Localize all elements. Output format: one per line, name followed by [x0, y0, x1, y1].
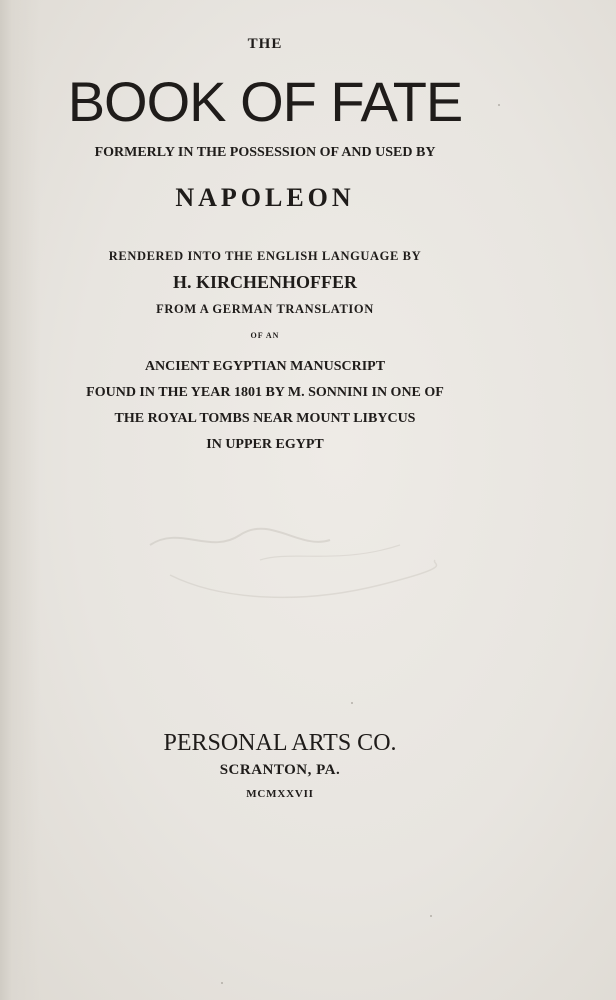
- owner-name: NAPOLEON: [175, 183, 355, 212]
- source-line: IN UPPER EGYPT: [206, 437, 324, 452]
- article-the: THE: [247, 36, 283, 52]
- source-line: THE ROYAL TOMBS NEAR MOUNT LIBYCUS: [114, 411, 416, 426]
- translator-name: H. KIRCHENHOFFER: [172, 272, 357, 292]
- publisher-city: SCRANTON, PA.: [219, 762, 341, 778]
- source-line: FOUND IN THE YEAR 1801 BY M. SONNINI IN ONE OF: [86, 385, 444, 400]
- of-an-line: OF AN: [250, 331, 280, 340]
- paper-speck: [221, 982, 223, 984]
- publication-year: MCMXXVII: [246, 788, 314, 800]
- paper-speck: [430, 915, 432, 917]
- translation-source-line: FROM A GERMAN TRANSLATION: [156, 302, 374, 316]
- paper-speck: [498, 104, 500, 106]
- publisher-name: PERSONAL ARTS CO.: [163, 730, 397, 756]
- rendered-by-line: RENDERED INTO THE ENGLISH LANGUAGE BY: [108, 249, 422, 263]
- provenance-line: FORMERLY IN THE POSSESSION OF AND USED BY: [94, 145, 436, 160]
- paper-speck: [351, 702, 353, 704]
- bleed-through-impression: [140, 505, 440, 615]
- source-line: ANCIENT EGYPTIAN MANUSCRIPT: [144, 359, 386, 374]
- book-title: BOOK OF FATE: [67, 70, 463, 133]
